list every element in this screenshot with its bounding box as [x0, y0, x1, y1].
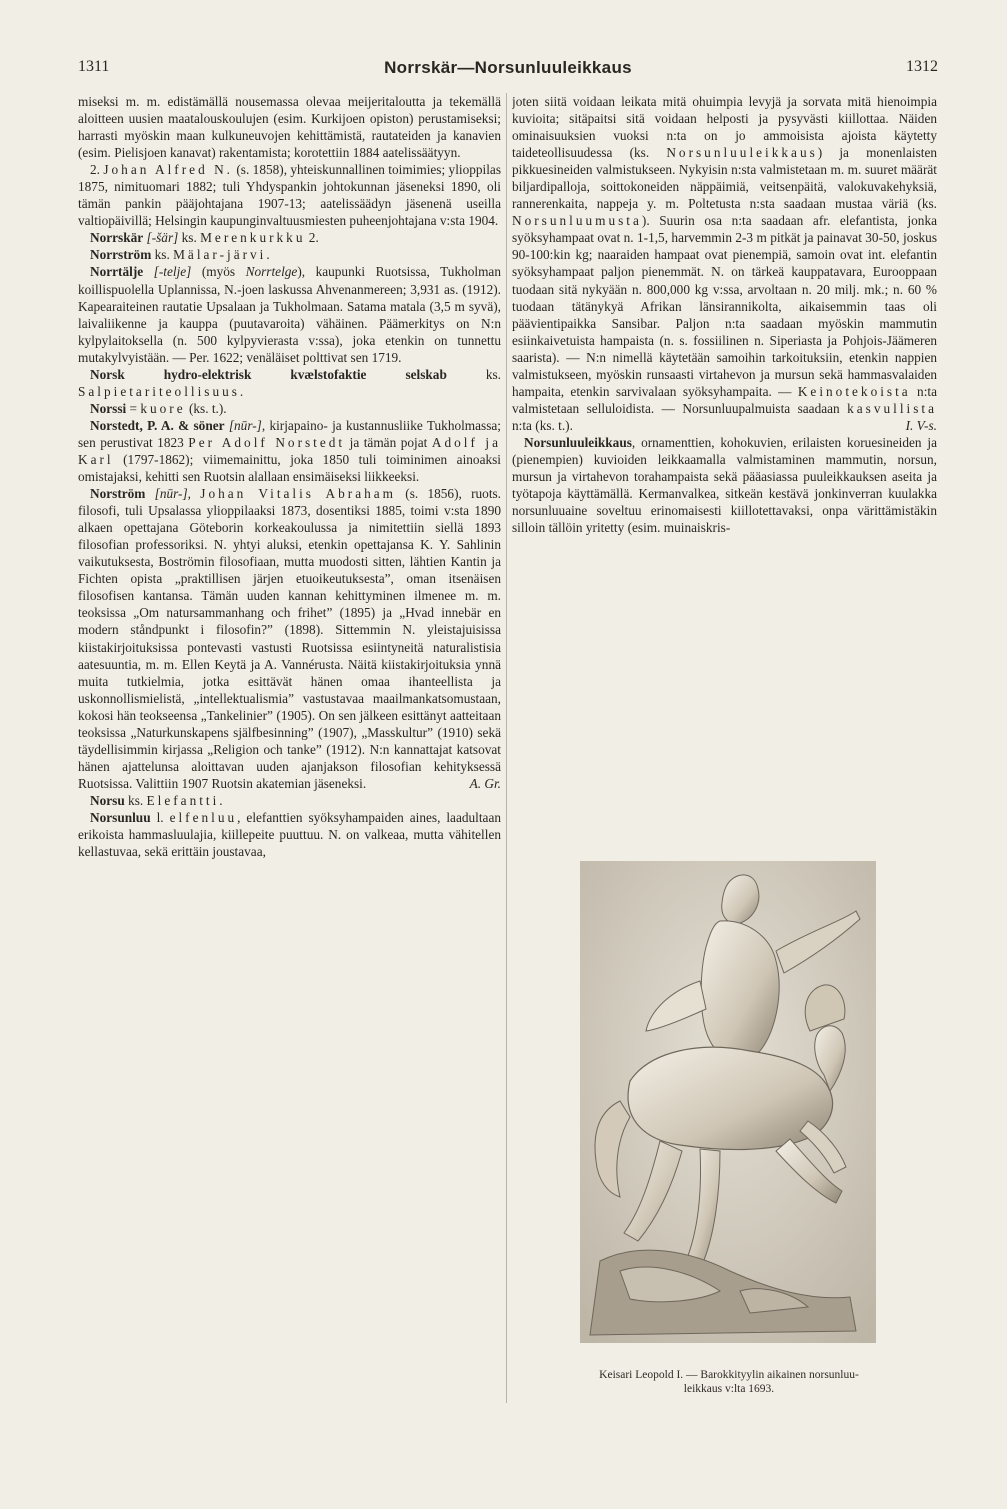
- cross-reference[interactable]: Norsunluuleikkaus: [666, 145, 818, 161]
- right-column: [512, 93, 937, 849]
- left-column: [78, 93, 501, 1403]
- equestrian-statue-image: [580, 861, 876, 1343]
- entry-norsu: Norsu ks. Elefantti.: [90, 792, 226, 808]
- figure-ivory-sculpture: [580, 861, 876, 1343]
- cross-reference[interactable]: Norsunluumusta: [512, 213, 642, 229]
- author-signature: I. V-s.: [905, 417, 937, 433]
- page-number-left: 1311: [78, 58, 110, 75]
- entry-norrskar-cont: 2. Johan Alfred N. (s. 1858), yhteiskunnallinen toimimies; ylioppilas 1875, nimituomari 1882; tuli Yhdyspankin johtokunnan jäseneksi 1890, oli tämän pankin pääjohtajana 1907-13; aatelissäädyn jäsenenä useilla valtiopäivillä; Helsingin kaupunginvaltuusmiesten puheenjohtajana v:sta 1904.: [78, 162, 501, 229]
- page-number-right: 1312: [906, 58, 938, 75]
- page-header: [78, 58, 938, 80]
- entry-norrstrom: Norrström ks. Mälar-järvi.: [90, 247, 273, 263]
- entry-norsunluuleikkaus: Norsunluuleikkaus, ornamenttien, kohokuvien, erilaisten koruesineiden ja (pienempien) kuvioiden leikkaamalla valmistaminen mammutin, norsun, mursun ja virtahevon torahampaista sekä pääasiassa puuleikkauksen aseita ja työtapoja käyttämällä. Kermanvalkea, sitkeän kestävä jonkinverran kuulakka norsunluuaine soveltuu erinomaisesti kiillotettavaksi, onpa värittämistäkin silloin tällöin yritetty (esim. muinaiskris-: [512, 434, 937, 536]
- continued-paragraph: joten siitä voidaan leikata mitä ohuimpia levyjä ja sorvata mitä hienoimpia kuvioita; sitäpaitsi sitä voidaan helposti ja pysyvästi kiillottaa. Näiden ominaisuuksien vuoksi n:ta on jo ammoisista ajoista käytetty taideteollisuudessa (ks. Norsunluuleikkaus) ja monenlaisten pikkuesineiden valmistukseen. Nykyisin n:sta valmistetaan m. m. suuret määrät biljardipalloja, soittokoneiden näppäimiä, veitsenpäitä, valokuvakehyksiä, rannerenkaita, nappeja y. m. Poltetusta n:sta saadaan mustaa väriä (ks. Norsunluumusta). Suurin osa n:ta saadaan afr. elefantista, jonka syöksyhampaat ovat n. 1-1,5, harvemmin 2-3 m pitkät ja painavat 30-50, joskus 90-100:kin kg; naaraiden hampaat ovat pienempiä, samoin ovat int. elefantin syöksyhampaat paljon pienemmät. N. on tärkeä kauppatavara, Eurooppaan tuodaan sitä nykyään n. 800,000 kg v:ssa, arvoltaan n. 20 milj. mk.; n. 60 % tuodaan tätänykyä Afrikan länsirannikolta, aikaisemmin taas oli päävientipaikka Sansibar. Paljon n:ta saadaan myöskin mammutin esiinkaivetuista hampaista (n. s. fossiilinen n. Siperiasta ja Pohjois-Jäämeren saarista). — N:n nimellä käytetään samoihin tarkoituksiin, etenkin nappien valmistukseen, myöskin runsaasti virtahevon ja mursun sekä hammasvalaiden hampaita, etenkin sarvivalaan syöksyhampaita. — Keinotekoista n:ta valmistetaan selluloidista. — Norsunluupalmuista saadaan kasvullista n:ta (ks. t.). I. V-s.: [512, 94, 937, 433]
- cross-reference[interactable]: kuore: [140, 400, 186, 416]
- entry-norssi: Norssi = kuore (ks. t.).: [90, 400, 227, 416]
- entry-norstrom: Norström [nūr-], Johan Vitalis Abraham (s. 1856), ruots. filosofi, tuli Upsalassa ylioppilaaksi 1873, dosentiksi 1885, toimi v:sta 1890 alkaen opettajana Göteborin korkeakoulussa ja nimitettiin siellä 1893 filosofian professoriksi. N. yhtyi aluksi, etenkin opettajansa K. Y. Sahlinin vaikutuksesta, Boströmin filosofiaan, mutta muodosti sitten, lähtien Kantin ja Fichten opista „praktillisen järjen etuoikeutuksesta”, oman itsenäisen filosofisen kantansa. Tämän uuden kannan kehittyminen ilmenee m. m. teoksissa „Om natursammanhang och frihet” (1895) ja „Hvad innebär en modern ståndpunkt i filosofin?” (1898). Sittemmin N. yleistajuisissa kiistakirjoituksissa pontevasti vastusti Ruotsissa esiintyneitä naturalistisia aatesuuntia, m. m. Ellen Keytä ja A. Vannérusta. Näitä kiistakirjoituksia ynnä muita tutkielmia, jotka esittävät hänen omaa ihanteellista ja uskonnollismielistä, „intellektualismia” vastustavaa maailmankatsomustaan, kokosi hän teokseensa „Tankelinier” (1905). On sen jälkeen esittänyt aatteitaan teoksissa „Naturkunskapens själfbesinning” (1907), „Masskultur” (1910) sekä täydellisimmin kirjassa „Religion och tanke” (1912). N:n kannattajat katsovat hänen ajattelunsa aloittavan uuden ajanjakson filosofian kehityksessä Ruotsissa. Valittiin 1907 Ruotsin akatemian jäseneksi. A. Gr.: [78, 486, 501, 791]
- continued-paragraph: miseksi m. m. edistämällä nousemassa olevaa meijeritaloutta ja tekemällä aloitteen uusien maatalouskoulujen (esim. Kurkijoen opiston) perustamiseksi; harrasti myöskin maan kulkuneuvojen kehittämistä, rautateiden ja kanavien (esim. Pielisjoen kanavat) rakentamista; korotettiin 1884 aatelissäätyyn.: [78, 94, 501, 161]
- cross-reference[interactable]: Elefantti.: [146, 792, 226, 808]
- column-divider: [506, 93, 507, 1403]
- figure-caption: Keisari Leopold I. — Barokkityylin aikainen norsunluu- leikkaus v:lta 1693.: [599, 1369, 859, 1395]
- author-signature: A. Gr.: [469, 775, 501, 791]
- entry-norrtalje: Norrtälje [-telje] (myös Norrtelge), kaupunki Ruotsissa, Tukholman koillispuolella Uplannissa, N.-joen laskussa Ahvenanmereen; 3,931 as. (1912). Kapearaiteinen rautatie Upsalaan ja Tukholmaan. Satama matala (3,5 m syvä), laivaliikenne ja kauppa (puutavaroita) vähäinen. Päämerkitys on N:n kylpylaitoksella (n. 500 kylpyvierasta v:ssa), joka etenkin on tunnettu mutakylvyistään. — Per. 1622; venäläiset polttivat sen 1719.: [78, 264, 501, 365]
- cross-reference[interactable]: Salpietariteollisuus.: [78, 383, 247, 399]
- running-title: Norrskär—Norsunluuleikkaus: [384, 58, 632, 77]
- entry-norstedt: Norstedt, P. A. & söner [nūr-], kirjapaino- ja kustannusliike Tukholmassa; sen perustivat 1823 Per Adolf Norstedt ja tämän pojat Adolf ja Karl (1797-1862); viimemainittu, joka 1850 tuli toiminimen ainoaksi omistajaksi, kehitti sen Ruotsin alallaan ensimäiseksi liikkeeksi.: [78, 417, 501, 485]
- entry-norsunluu: Norsunluu l. elfenluu, elefanttien syöksyhampaiden aines, laadultaan erikoista hammasluulajia, kiillepeite puuttuu. N. on valkeaa, mutta vähitellen kellastuvaa, sekä erittäin joustavaa,: [78, 809, 501, 860]
- entry-norsk-hydro: Norsk hydro-elektrisk kvælstofaktie selskab ks. Salpietariteollisuus.: [78, 366, 501, 399]
- entry-norrskar: Norrskär [-šär] ks. Merenkurkku 2.: [90, 230, 319, 246]
- cross-reference[interactable]: Mälar-järvi.: [173, 247, 273, 263]
- cross-reference[interactable]: Merenkurkku: [200, 230, 306, 246]
